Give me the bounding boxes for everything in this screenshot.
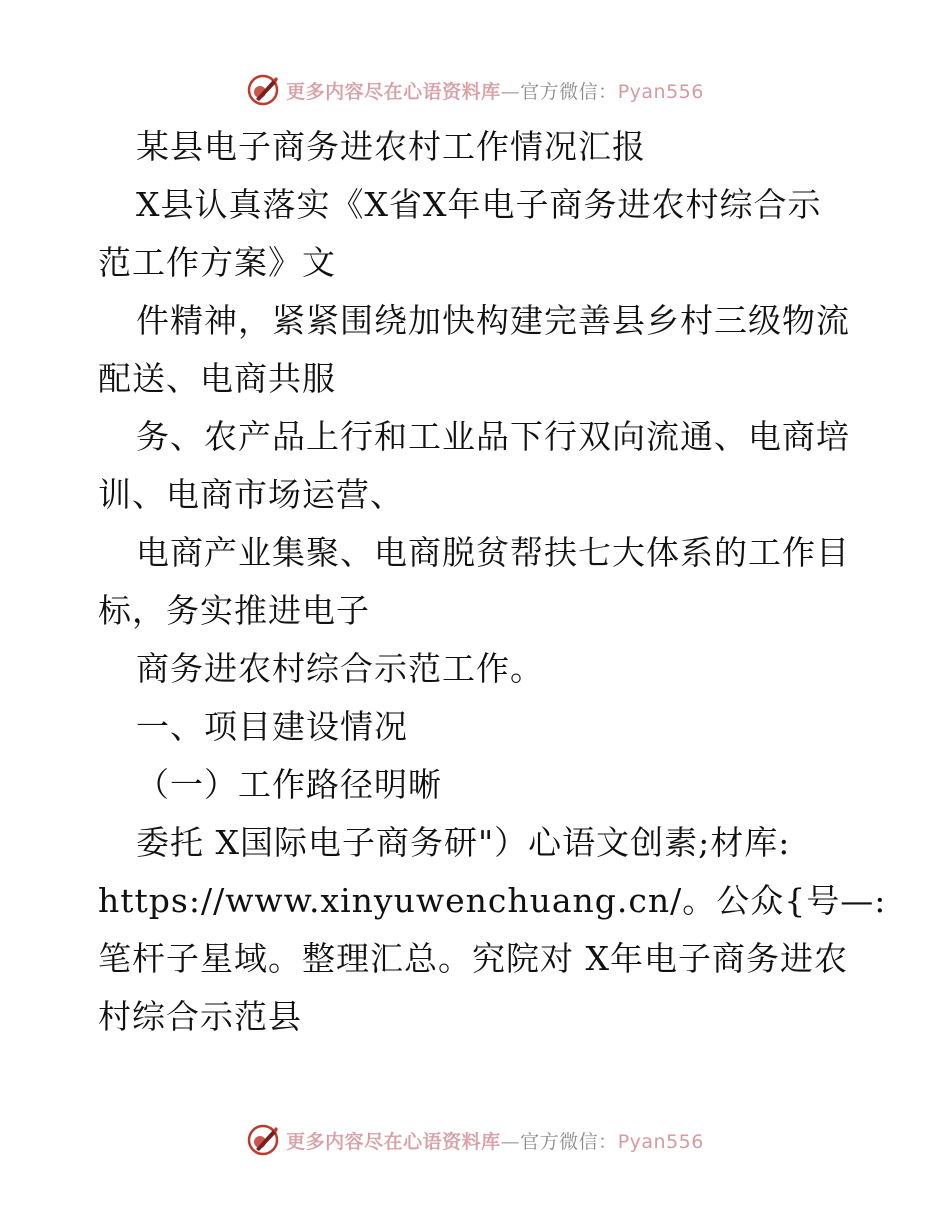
watermark-dash: —	[500, 80, 521, 103]
header-watermark	[0, 70, 950, 110]
watermark-wechat-id: Pyan556	[617, 1130, 704, 1153]
text-line-url: https://www.xinyuwenchuang.cn/。公众{号—:	[98, 881, 887, 920]
watermark-site-name: 更多内容尽在心语资料库	[286, 80, 501, 103]
text-line: 范工作方案》文	[98, 243, 336, 282]
watermark-text	[286, 1127, 704, 1154]
document-title: 某县电子商务进农村工作情况汇报	[136, 127, 646, 166]
section-heading: 一、项目建设情况	[136, 707, 408, 746]
text-line: 委托 X国际电子商务研"）心语文创素;材库:	[136, 823, 791, 862]
watermark-site-name: 更多内容尽在心语资料库	[286, 1130, 501, 1153]
watermark-wechat-id: Pyan556	[617, 80, 704, 103]
text-line: 训、电商市场运营、	[98, 475, 404, 514]
pen-logo-icon	[246, 73, 280, 107]
watermark-text	[286, 77, 704, 104]
footer-watermark	[0, 1120, 950, 1160]
text-line: 商务进农村综合示范工作。	[136, 649, 544, 688]
document-body	[98, 118, 887, 1046]
text-line: 件精神，紧紧围绕加快构建完善县乡村三级物流	[136, 301, 850, 340]
text-line: 标，务实推进电子	[98, 591, 370, 630]
pen-logo-icon	[246, 1123, 280, 1157]
text-line: 电商产业集聚、电商脱贫帮扶七大体系的工作目	[136, 533, 850, 572]
text-line: 配送、电商共服	[98, 359, 336, 398]
text-line: 务、农产品上行和工业品下行双向流通、电商培	[136, 417, 850, 456]
text-line: 村综合示范县	[98, 997, 302, 1036]
text-line: 笔杆子星域。整理汇总。究院对 X年电子商务进农	[98, 939, 848, 978]
subsection-heading: （一）工作路径明晰	[136, 765, 442, 804]
watermark-wechat-label: 官方微信：	[520, 1130, 618, 1153]
text-line: X县认真落实《X省X年电子商务进农村综合示	[136, 185, 822, 224]
watermark-dash: —	[500, 1130, 521, 1153]
watermark-wechat-label: 官方微信：	[520, 80, 618, 103]
